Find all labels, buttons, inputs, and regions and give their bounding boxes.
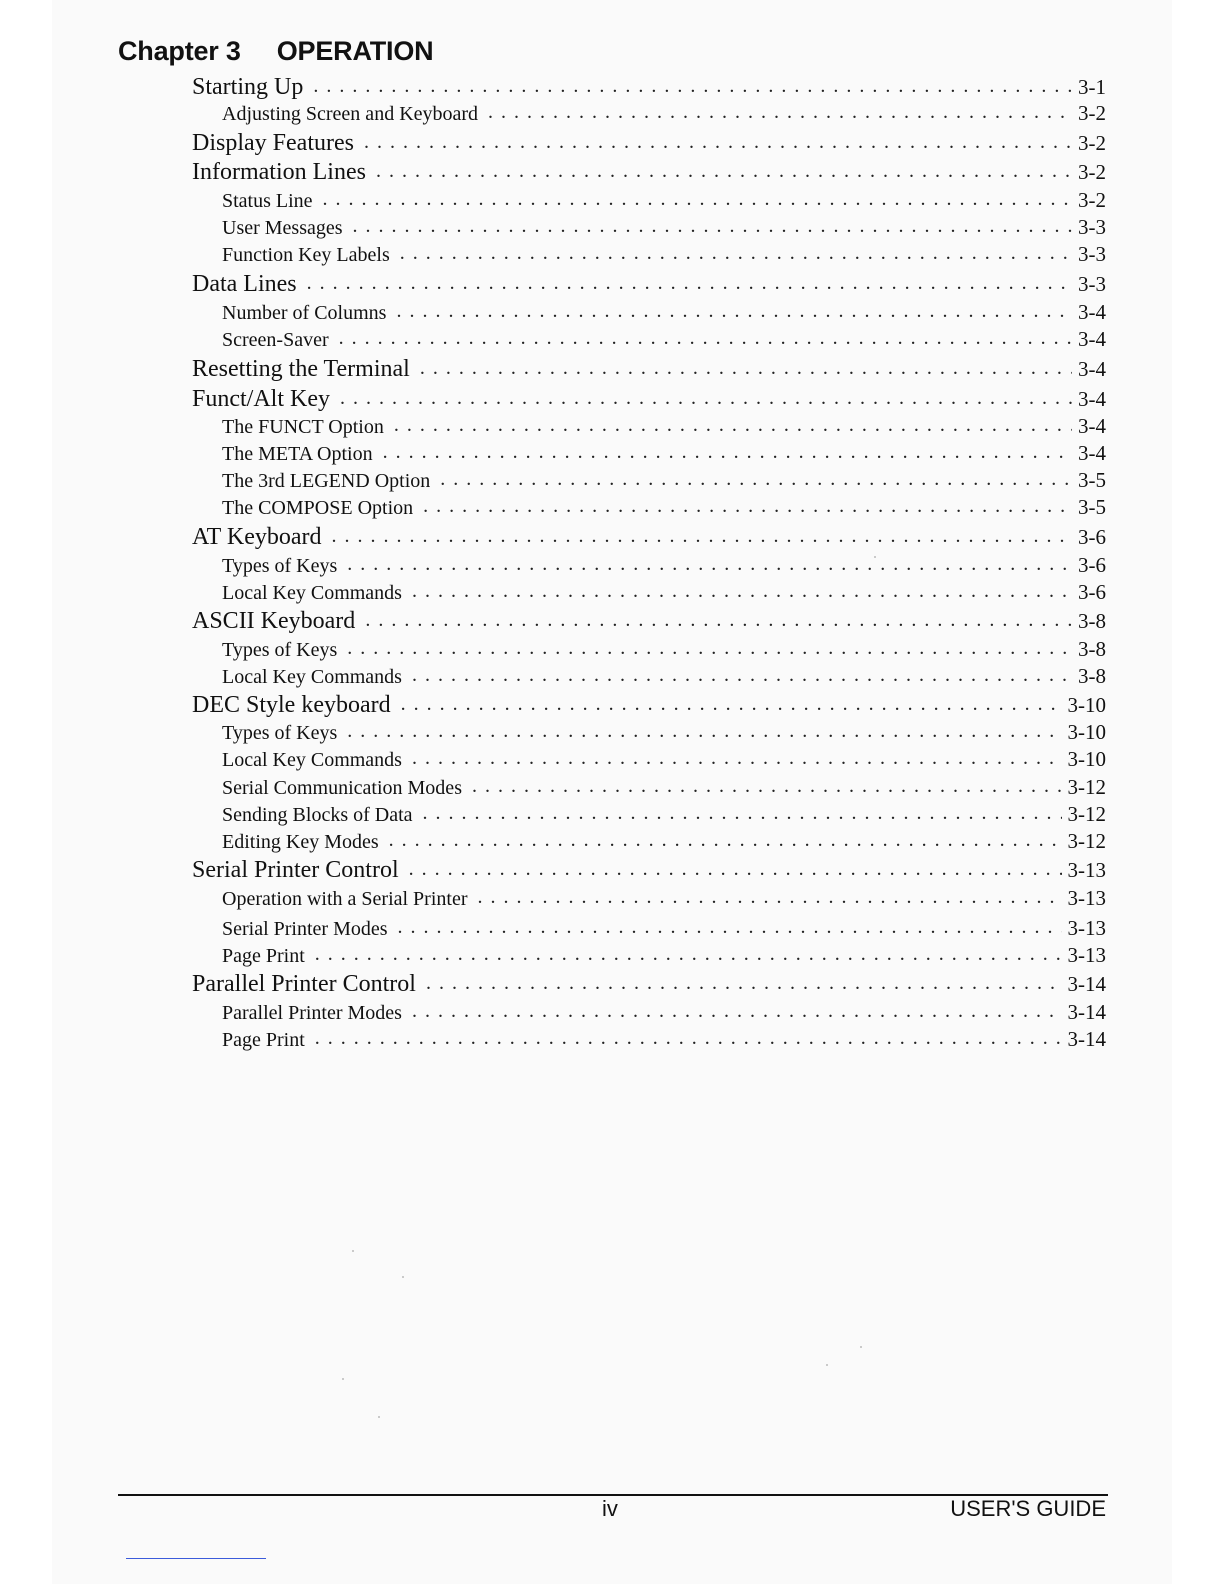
toc-entry-label: Status Line [222, 190, 313, 212]
toc-subentry[interactable] [222, 327, 1106, 352]
toc-entry[interactable] [192, 524, 1106, 551]
toc-entry-page: 3-2 [1078, 160, 1106, 184]
toc-entry-page: 3-5 [1078, 468, 1106, 492]
dot-leader [365, 609, 1072, 632]
dot-leader [423, 495, 1072, 518]
toc-entry-page: 3-8 [1078, 609, 1106, 633]
dot-leader [401, 693, 1062, 716]
dot-leader [353, 215, 1072, 238]
toc-entry-label: Page Print [222, 1029, 305, 1051]
dot-leader [315, 1027, 1062, 1050]
toc-entry-page: 3-3 [1078, 272, 1106, 296]
toc-entry-page: 3-12 [1067, 829, 1106, 853]
toc-subentry[interactable] [222, 215, 1106, 240]
footer-link-underline [126, 1558, 266, 1559]
toc-entry-label: Screen-Saver [222, 329, 329, 351]
toc-entry-label: Serial Communication Modes [222, 777, 462, 799]
toc-entry-label: Local Key Commands [222, 666, 402, 688]
toc-entry-page: 3-1 [1078, 75, 1106, 99]
scan-speck [874, 556, 876, 558]
dot-leader [472, 775, 1062, 798]
dot-leader [412, 580, 1072, 603]
toc-entry-page: 3-12 [1067, 802, 1106, 826]
toc-entry-page: 3-5 [1078, 495, 1106, 519]
toc-entry[interactable] [192, 608, 1106, 635]
dot-leader [364, 131, 1072, 154]
toc-entry-label: Resetting the Terminal [192, 356, 410, 382]
dot-leader [423, 802, 1062, 825]
scan-speck [352, 1250, 354, 1252]
footer-page-number: iv [602, 1496, 618, 1521]
dot-leader [412, 1000, 1062, 1023]
scan-speck [402, 1276, 404, 1278]
toc-entry-page: 3-3 [1078, 215, 1106, 239]
toc-entry[interactable] [192, 692, 1106, 719]
chapter-number: Chapter 3 [118, 36, 241, 66]
scan-speck [342, 1378, 344, 1380]
toc-entry-page: 3-14 [1067, 1027, 1106, 1051]
toc-entry-page: 3-4 [1078, 357, 1106, 381]
toc-entry-label: The FUNCT Option [222, 416, 384, 438]
toc-entry-label: Operation with a Serial Printer [222, 888, 468, 910]
dot-leader [389, 829, 1062, 852]
toc-entry-label: Serial Printer Control [192, 857, 399, 883]
dot-leader [347, 553, 1072, 576]
dot-leader [440, 468, 1072, 491]
toc-entry-label: Function Key Labels [222, 244, 390, 266]
toc-subentry[interactable] [222, 580, 1106, 605]
toc-entry-page: 3-4 [1078, 387, 1106, 411]
dot-leader [400, 242, 1072, 265]
dot-leader [313, 75, 1072, 98]
toc-subentry[interactable] [222, 441, 1106, 466]
toc-entry-label: Types of Keys [222, 722, 338, 744]
toc-subentry[interactable] [222, 775, 1106, 800]
toc-entry-page: 3-4 [1078, 441, 1106, 465]
toc-subentry[interactable] [222, 468, 1106, 493]
dot-leader [323, 188, 1072, 211]
toc-entry-page: 3-2 [1078, 131, 1106, 155]
toc-entry-label: Local Key Commands [222, 582, 402, 604]
toc-entry[interactable] [192, 386, 1106, 413]
toc-entry-label: DEC Style keyboard [192, 692, 391, 718]
toc-subentry[interactable] [222, 1027, 1106, 1052]
dot-leader [412, 747, 1062, 770]
toc-entry-label: Number of Columns [222, 302, 387, 324]
toc-entry-page: 3-2 [1078, 101, 1106, 125]
dot-leader [347, 720, 1061, 743]
dot-leader [340, 387, 1072, 410]
toc-entry-page: 3-2 [1078, 188, 1106, 212]
toc-subentry[interactable] [222, 747, 1106, 772]
toc-entry-page: 3-13 [1067, 858, 1106, 882]
toc-entry[interactable] [192, 356, 1106, 383]
dot-leader [409, 858, 1062, 881]
toc-entry-label: Serial Printer Modes [222, 918, 388, 940]
toc-entry-label: Types of Keys [222, 639, 338, 661]
toc-entry-page: 3-8 [1078, 664, 1106, 688]
dot-leader [332, 525, 1072, 548]
toc-subentry[interactable] [222, 637, 1106, 662]
toc-subentry[interactable] [222, 664, 1106, 689]
toc-entry-label: The 3rd LEGEND Option [222, 470, 431, 492]
dot-leader [398, 916, 1062, 939]
dot-leader [376, 160, 1072, 183]
chapter-title: OPERATION [276, 36, 434, 66]
dot-leader [339, 327, 1072, 350]
toc-entry-label: AT Keyboard [192, 524, 322, 550]
toc-subentry[interactable] [222, 916, 1106, 941]
toc-subentry[interactable] [222, 720, 1106, 745]
toc-entry-label: Local Key Commands [222, 749, 402, 771]
toc-subentry[interactable] [222, 943, 1106, 968]
toc-entry[interactable] [192, 74, 1106, 101]
toc-entry-page: 3-10 [1067, 747, 1106, 771]
toc-subentry[interactable] [222, 414, 1106, 439]
toc-entry-label: The COMPOSE Option [222, 497, 414, 519]
scan-speck [826, 1364, 828, 1366]
toc-entry-page: 3-6 [1078, 580, 1106, 604]
toc-subentry[interactable] [222, 101, 1106, 126]
toc-entry[interactable] [192, 857, 1106, 884]
toc-entry-label: The META Option [222, 443, 373, 465]
toc-entry-page: 3-4 [1078, 414, 1106, 438]
toc-entry-page: 3-6 [1078, 553, 1106, 577]
toc-subentry[interactable] [222, 188, 1106, 213]
dot-leader [315, 943, 1062, 966]
toc-entry[interactable] [192, 271, 1106, 298]
toc-entry-page: 3-12 [1067, 775, 1106, 799]
toc-entry-page: 3-4 [1078, 300, 1106, 324]
dot-leader [307, 272, 1072, 295]
toc-entry-label: Display Features [192, 130, 354, 156]
dot-leader [420, 357, 1072, 380]
toc-entry-page: 3-3 [1078, 242, 1106, 266]
toc-entry-label: Editing Key Modes [222, 831, 379, 853]
footer-guide-title: USER'S GUIDE [950, 1496, 1106, 1521]
toc-entry-label: Funct/Alt Key [192, 386, 330, 412]
dot-leader [396, 300, 1072, 323]
toc-entry-label: Types of Keys [222, 555, 338, 577]
toc-entry-label: Adjusting Screen and Keyboard [222, 103, 479, 125]
dot-leader [478, 886, 1062, 909]
toc-entry-page: 3-4 [1078, 327, 1106, 351]
toc-entry-label: Starting Up [192, 74, 304, 100]
dot-leader [394, 414, 1072, 437]
toc-subentry[interactable] [222, 242, 1106, 267]
toc-entry-page: 3-10 [1067, 693, 1106, 717]
toc-subentry[interactable] [222, 802, 1106, 827]
toc-entry[interactable] [192, 159, 1106, 186]
toc-entry-page: 3-13 [1067, 943, 1106, 967]
toc-subentry[interactable] [222, 829, 1106, 854]
toc-entry-page: 3-13 [1067, 916, 1106, 940]
toc-entry-page: 3-14 [1067, 972, 1106, 996]
dot-leader [412, 664, 1072, 687]
toc-entry-label: Data Lines [192, 271, 297, 297]
toc-entry-page: 3-13 [1067, 886, 1106, 910]
toc-entry-label: Parallel Printer Control [192, 971, 416, 997]
toc-entry-page: 3-10 [1067, 720, 1106, 744]
toc-entry-page: 3-8 [1078, 637, 1106, 661]
toc-subentry[interactable] [222, 886, 1106, 911]
scan-speck [378, 1416, 380, 1418]
scan-speck [860, 1346, 862, 1348]
toc-subentry[interactable] [222, 300, 1106, 325]
toc-entry-page: 3-6 [1078, 525, 1106, 549]
toc-subentry[interactable] [222, 553, 1106, 578]
toc-entry-label: Sending Blocks of Data [222, 804, 413, 826]
dot-leader [347, 637, 1072, 660]
dot-leader [488, 101, 1072, 124]
toc-entry-label: ASCII Keyboard [192, 608, 356, 634]
toc-entry-label: Parallel Printer Modes [222, 1002, 402, 1024]
toc-entry-label: Information Lines [192, 159, 366, 185]
dot-leader [383, 441, 1072, 464]
dot-leader [426, 972, 1062, 995]
toc-subentry[interactable] [222, 495, 1106, 520]
toc-entry-label: User Messages [222, 217, 343, 239]
toc-subentry[interactable] [222, 1000, 1106, 1025]
toc-entry[interactable] [192, 130, 1106, 157]
toc-entry-label: Page Print [222, 945, 305, 967]
toc-entry[interactable] [192, 971, 1106, 998]
toc-entry-page: 3-14 [1067, 1000, 1106, 1024]
